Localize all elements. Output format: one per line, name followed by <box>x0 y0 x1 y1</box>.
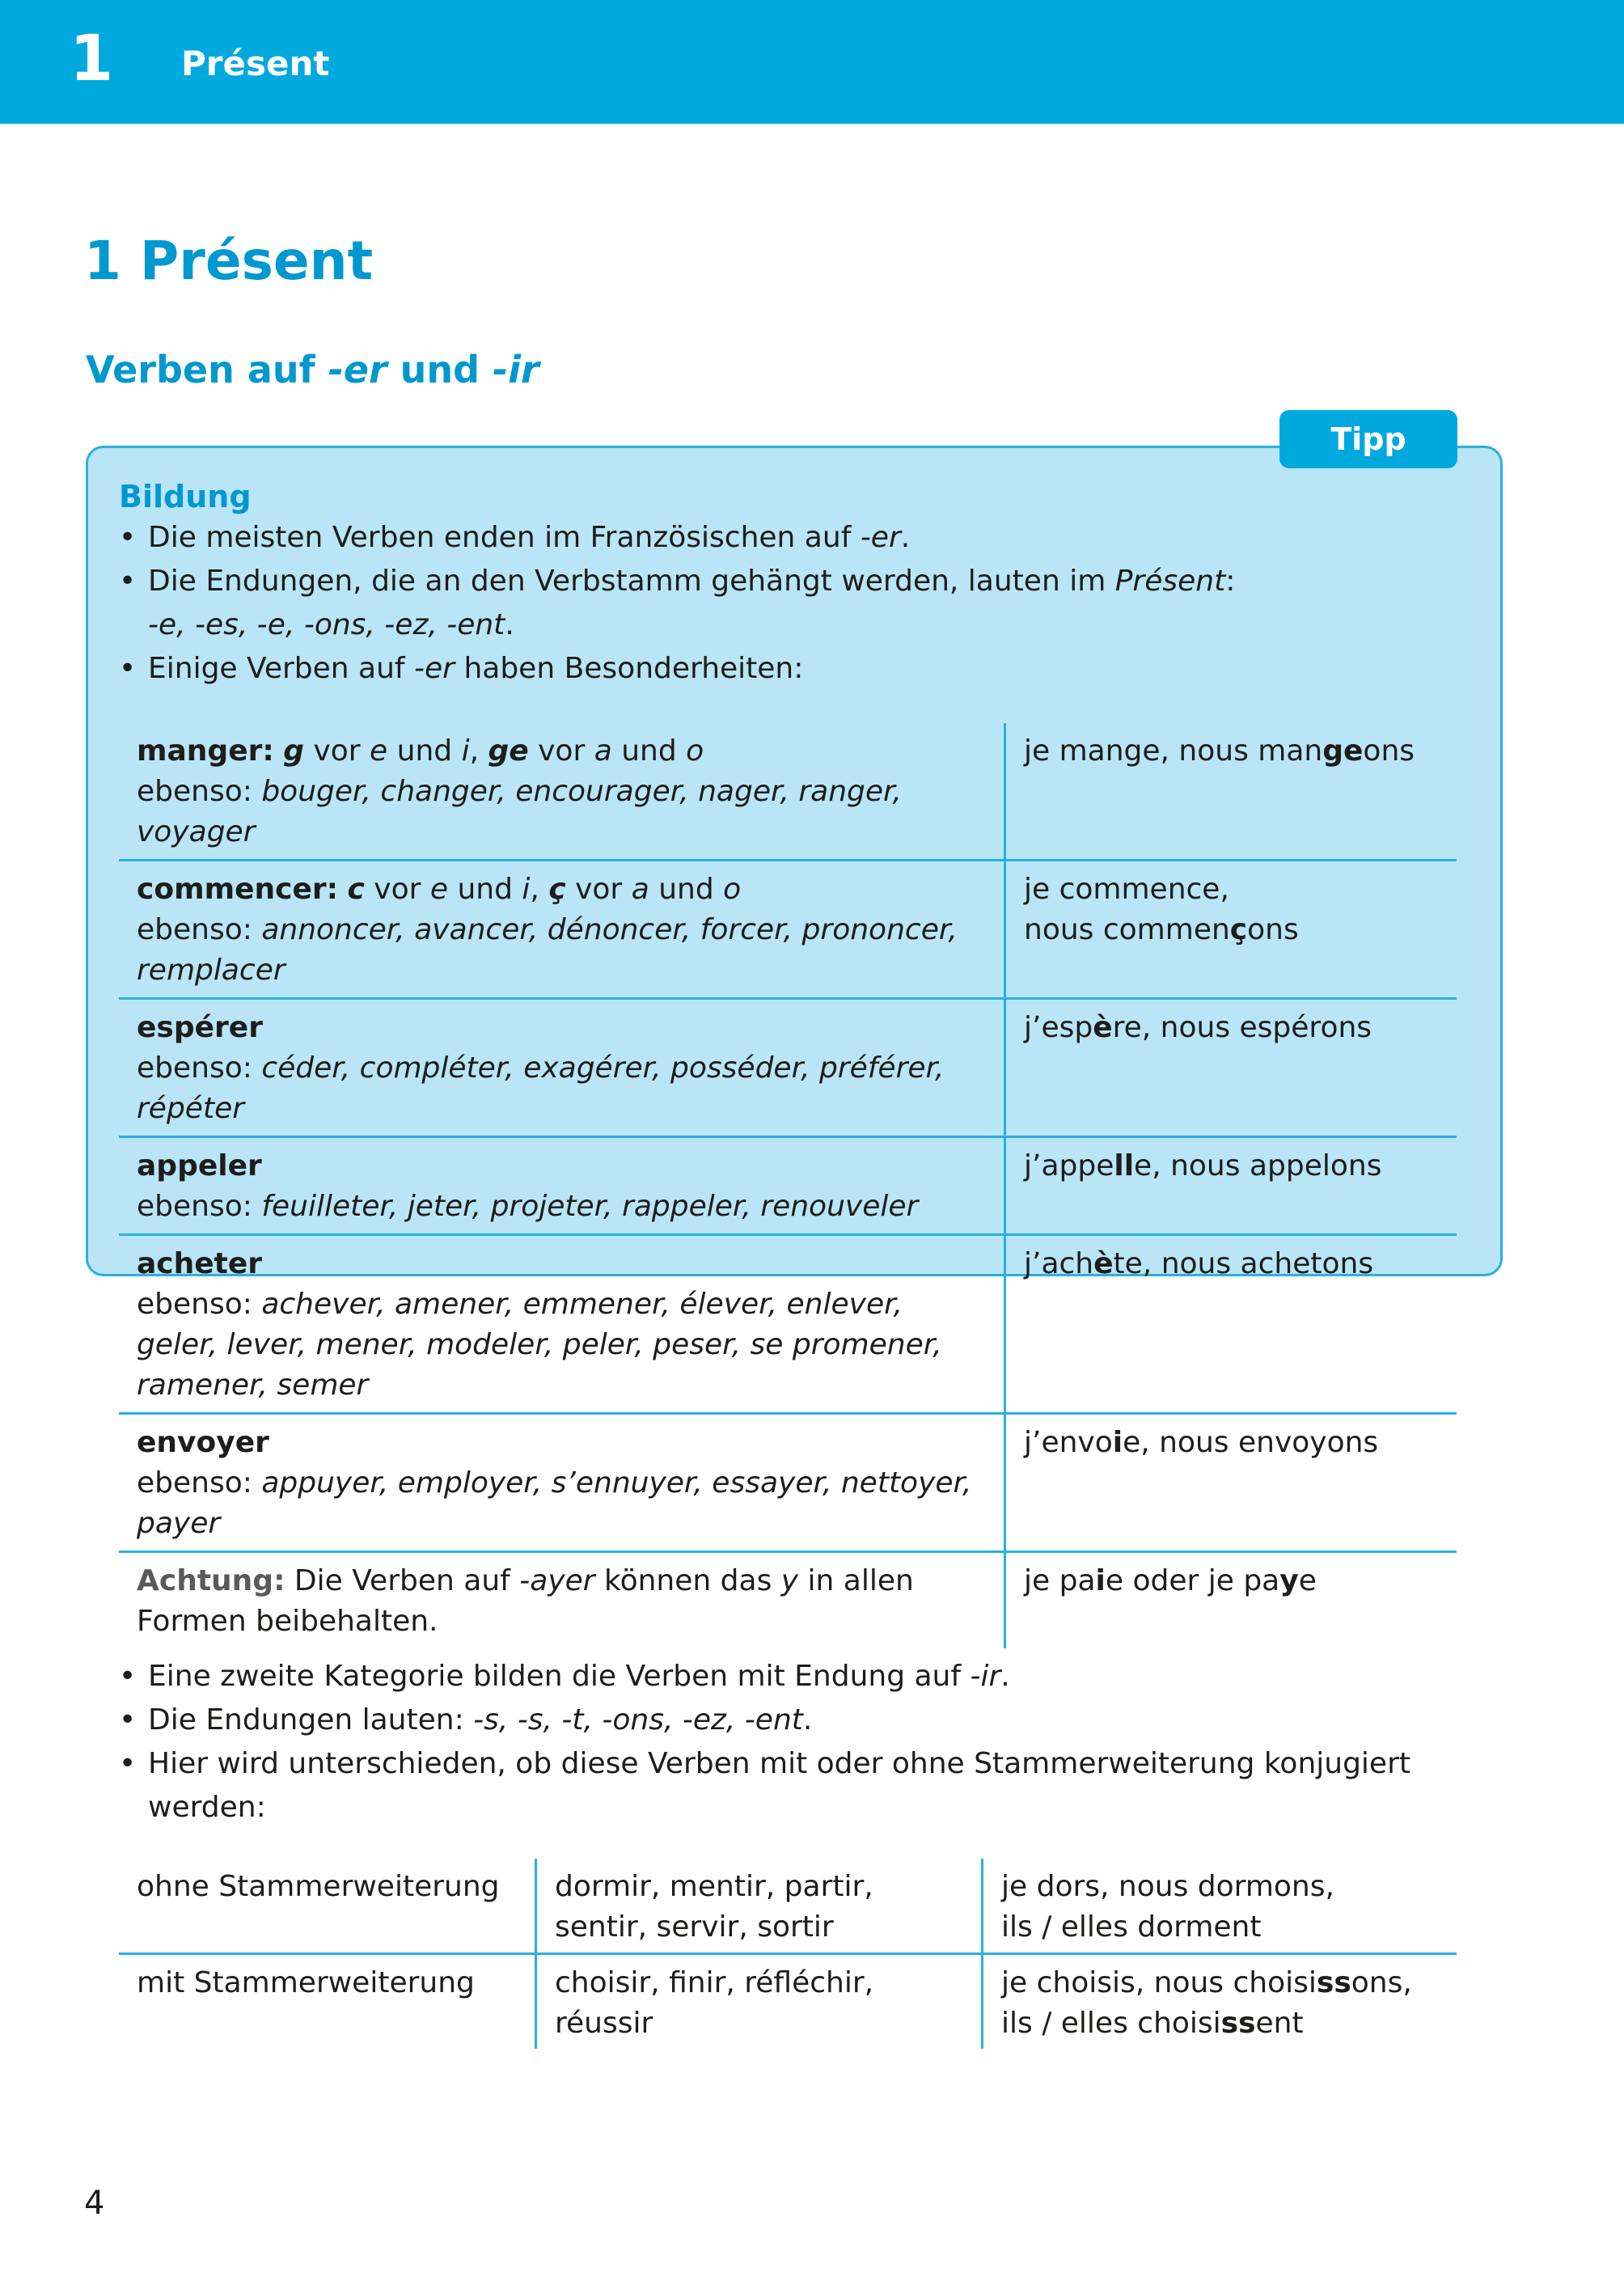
ebenso-label: ebenso: <box>137 1190 262 1223</box>
bullet-text: haben Besonderheiten: <box>455 652 804 685</box>
bullet-text: Die meisten Verben enden im Französischen auf <box>148 521 861 554</box>
table-row <box>119 1414 1457 1552</box>
section-heading-er: -er <box>328 348 387 391</box>
list-item <box>119 1742 1445 1830</box>
verb-name: acheter <box>137 1247 263 1280</box>
list-item <box>119 516 1413 560</box>
chapter-number: 1 <box>70 23 114 95</box>
bullet-text: Die Endungen lauten: <box>148 1703 474 1737</box>
example-cell: j’envoie, nous envoyons <box>1005 1414 1457 1552</box>
bildung-label: Bildung <box>119 479 252 514</box>
table-row <box>119 723 1457 861</box>
bullet-text: Einige Verben auf <box>148 652 415 685</box>
ebenso-list: bouger, changer, encourager, nager, ranger, voyager <box>137 775 902 848</box>
list-item <box>119 1699 1445 1742</box>
section-heading-prefix: Verben auf <box>86 348 328 391</box>
example-cell: je mange, nous mangeons <box>1024 734 1415 768</box>
section-heading-und: und <box>387 348 493 391</box>
achtung-label: Achtung: <box>137 1564 285 1597</box>
bullet-text: Eine zweite Kategorie bilden die Verben mit Endung auf <box>148 1660 971 1693</box>
verb-name: envoyer <box>137 1426 269 1459</box>
type-cell: ohne Stammerweiterung <box>119 1859 536 1954</box>
bullet-italic: -er <box>860 521 901 554</box>
bullet-text: Hier wird unterschieden, ob diese Verben mit oder ohne Stammerweiterung konjugiert werden: <box>148 1747 1410 1824</box>
example-cell: je paie oder je paye <box>1005 1552 1457 1649</box>
section-heading-ir: -ir <box>493 348 539 391</box>
tipp-badge: Tipp <box>1279 410 1457 468</box>
chapter-header-bar <box>0 0 1624 124</box>
ebenso-list: feuilleter, jeter, projeter, rappeler, renouveler <box>261 1190 919 1223</box>
ebenso-list: céder, compléter, exagérer, posséder, préférer, répéter <box>137 1051 945 1125</box>
verb-name: manger: <box>137 734 274 768</box>
rule-cell: commencer: c vor e und i, ç vor a und o ebenso: annoncer, avancer, dénoncer, forcer, prononcer, remplacer <box>119 861 1005 999</box>
list-item <box>119 560 1413 647</box>
tip-box <box>86 446 1503 2040</box>
table-row <box>119 1235 1457 1414</box>
verb-name: espérer <box>137 1011 263 1044</box>
table-row <box>119 999 1457 1137</box>
table-row <box>119 1859 1457 1954</box>
table-row <box>119 861 1457 999</box>
er-endings: -e, -es, -e, -ons, -ez, -ent <box>148 608 505 641</box>
bullet-text: . <box>1000 1660 1010 1693</box>
page-number: 4 <box>84 2185 105 2222</box>
bullet-italic: -ir <box>970 1660 1001 1693</box>
example-cell: je dors, nous dormons, ils / elles dorment <box>1001 1870 1334 1944</box>
example-cell: je commence, nous commençons <box>1005 861 1457 999</box>
ebenso-label: ebenso: <box>137 1051 262 1085</box>
bullet-text: . <box>900 521 911 554</box>
ebenso-label: ebenso: <box>137 913 262 946</box>
ebenso-list: achever, amener, emmener, élever, enlever, geler, lever, mener, modeler, peler, peser, se promener, ramener, semer <box>137 1288 942 1402</box>
chapter-title: Présent <box>181 44 330 83</box>
verb-name: appeler <box>137 1149 262 1182</box>
table-row <box>119 1137 1457 1235</box>
page-title: 1 Présent <box>84 230 374 292</box>
rule-cell <box>119 1235 1005 1414</box>
type-cell: mit Stammerweiterung <box>119 1954 536 2050</box>
list-item <box>119 647 1413 691</box>
er-bullet-list <box>119 516 1413 691</box>
ebenso-label: ebenso: <box>137 775 262 808</box>
rule-cell <box>119 1137 1005 1235</box>
rule-cell <box>119 1414 1005 1552</box>
ir-bullet-list <box>119 1655 1445 1830</box>
table-row <box>119 1552 1457 1649</box>
rule-cell <box>119 999 1005 1137</box>
bullet-text: : <box>1225 565 1236 598</box>
bullet-italic: Présent <box>1114 565 1226 598</box>
ebenso-label: ebenso: <box>137 1288 262 1321</box>
ebenso-list: annoncer, avancer, dénoncer, forcer, prononcer, remplacer <box>137 913 958 987</box>
bullet-text: . <box>505 608 514 641</box>
verbs-cell: dormir, mentir, partir, sentir, servir, sortir <box>536 1859 983 1954</box>
example-cell: je choisis, nous choisissons, ils / elles choisissent <box>983 1954 1457 2050</box>
bullet-italic: -er <box>414 652 455 685</box>
table-row <box>119 1954 1457 2050</box>
achtung-cell: Achtung: Die Verben auf -ayer können das y in allen Formen beibehalten. <box>119 1552 1005 1649</box>
bullet-italic: -s, -s, -t, -ons, -ez, -ent <box>473 1703 803 1737</box>
example-cell: j’achète, nous achetons <box>1005 1235 1457 1414</box>
rule-cell: manger: g vor e und i, ge vor a und o ebenso: bouger, changer, encourager, nager, ranger, voyager <box>119 723 1005 861</box>
bullet-text: Die Endungen, die an den Verbstamm gehängt werden, lauten im <box>148 565 1115 598</box>
verbs-cell: choisir, finir, réfléchir, réussir <box>536 1954 983 2050</box>
example-cell: j’espère, nous espérons <box>1005 999 1457 1137</box>
ebenso-label: ebenso: <box>137 1466 262 1500</box>
ebenso-list: appuyer, employer, s’ennuyer, essayer, nettoyer, payer <box>137 1466 972 1540</box>
ir-verbs-table <box>119 1859 1457 2049</box>
section-heading <box>86 348 539 391</box>
list-item <box>119 1655 1445 1699</box>
verb-name: commencer: <box>137 873 339 906</box>
bullet-text: . <box>802 1703 813 1737</box>
er-verbs-table <box>119 723 1457 1648</box>
example-cell: j’appelle, nous appelons <box>1005 1137 1457 1235</box>
